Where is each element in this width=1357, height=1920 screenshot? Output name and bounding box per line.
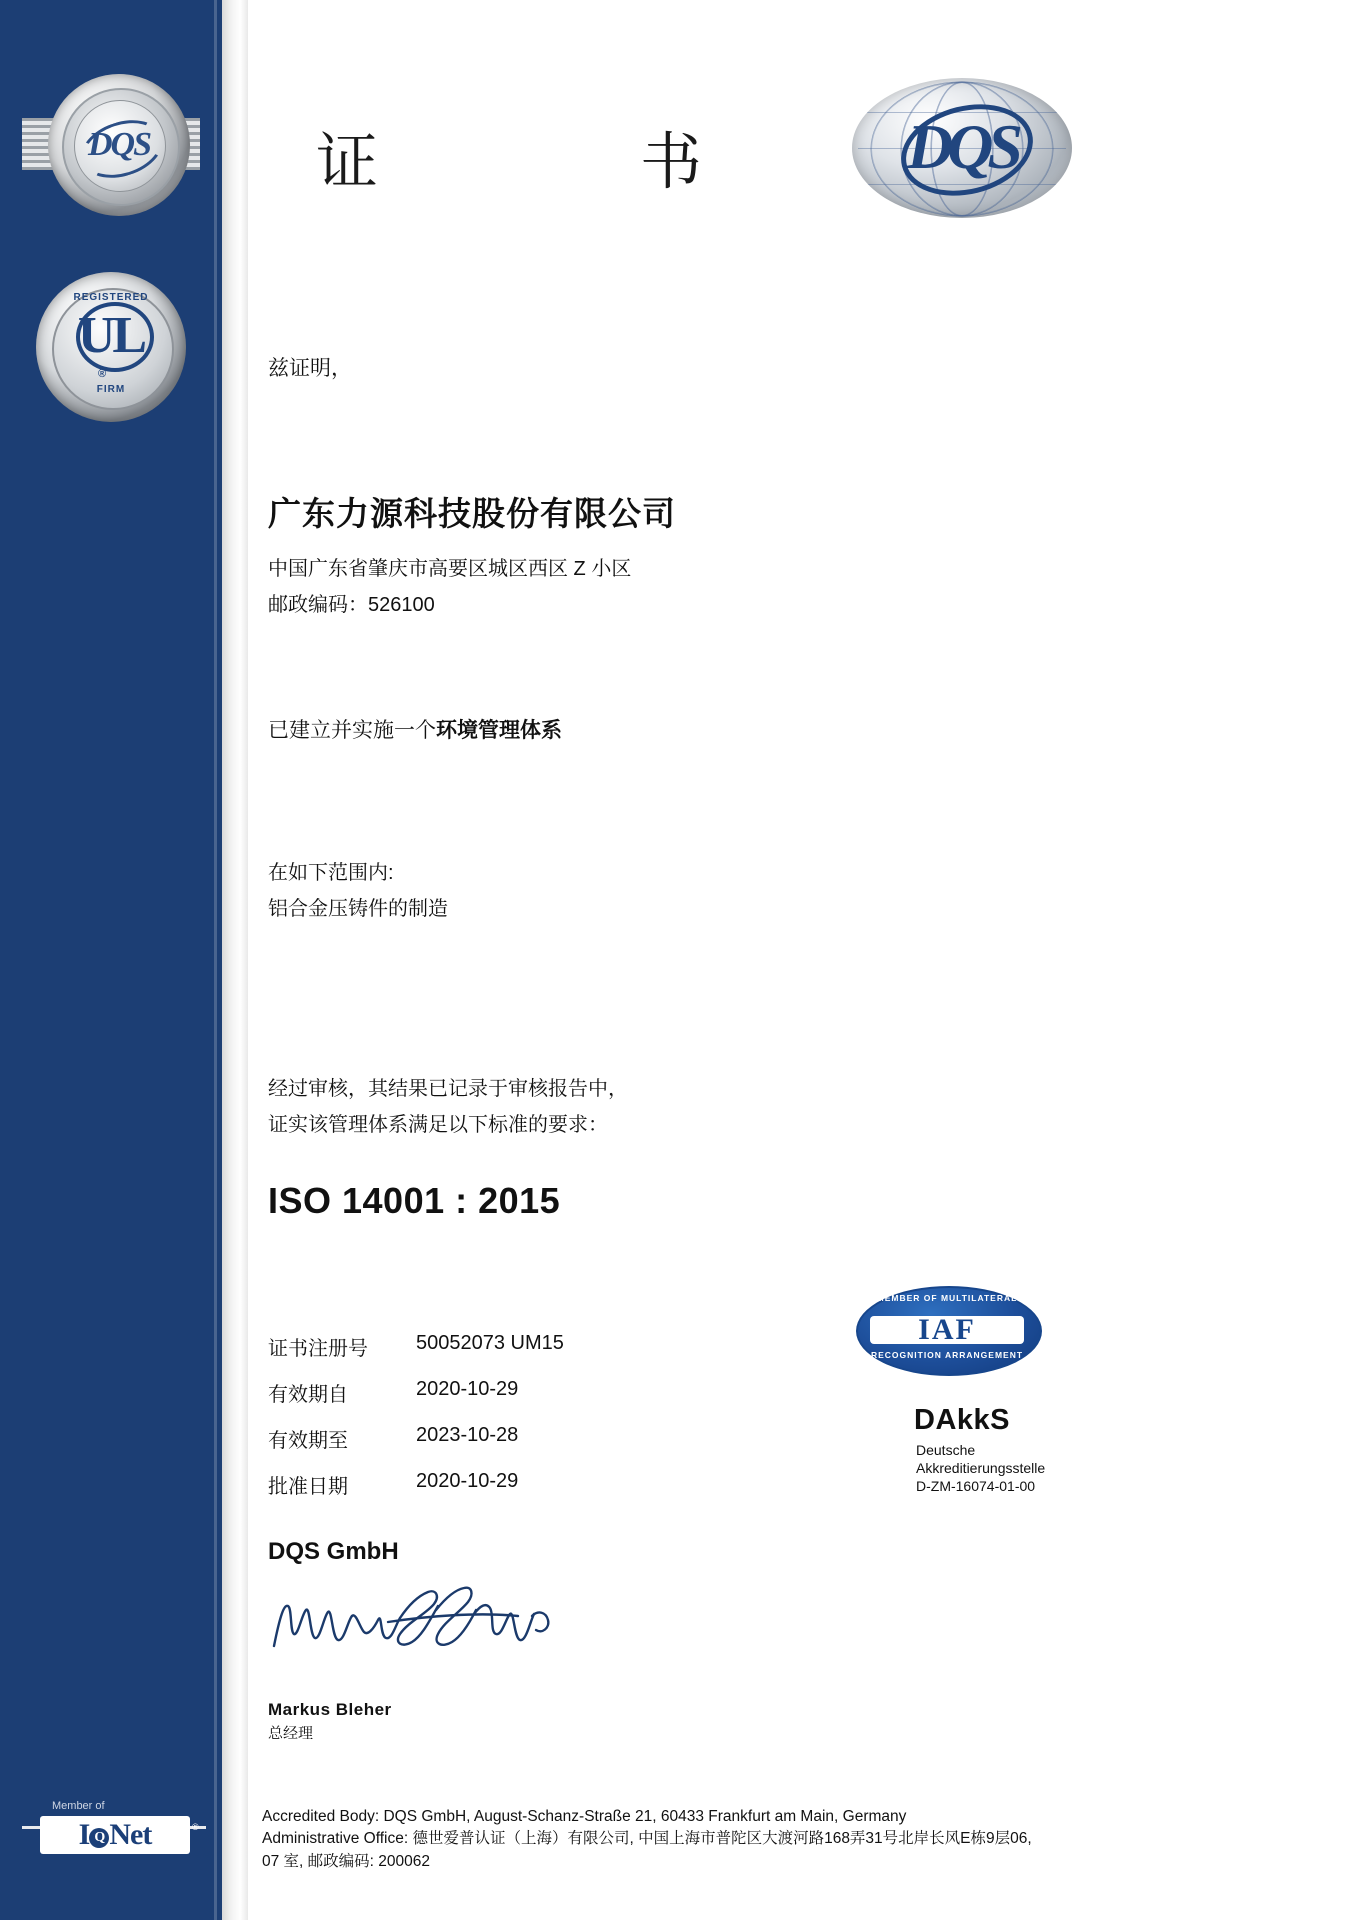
iaf-letters: IAF (918, 1313, 976, 1346)
registration-number-value: 50052073 UM15 (416, 1332, 564, 1354)
iqnet-brand-dot: Q (89, 1828, 109, 1848)
table-row (268, 1424, 564, 1470)
scope-label: 在如下范围内: (268, 862, 394, 884)
band-inner-line (214, 0, 217, 1920)
dakks-line2: Akkreditierungsstelle (916, 1460, 1046, 1476)
footer-accredited-body: Accredited Body: DQS GmbH, August-Schanz-Straße 21, 60433 Frankfurt am Main, Germany (262, 1808, 907, 1825)
audit-statement-line1: 经过审核，其结果已记录于审核报告中， (268, 1078, 628, 1100)
system-statement-prefix: 已建立并实施一个 (268, 719, 436, 742)
signatory-name: Markus Bleher (268, 1700, 392, 1719)
handwritten-signature (268, 1576, 568, 1666)
valid-until-value: 2023-10-28 (416, 1424, 519, 1446)
management-system-statement (268, 714, 562, 744)
dakks-ring-gold (874, 1414, 908, 1448)
iqnet-brand (40, 1816, 190, 1854)
ul-registered-mark: ® (98, 368, 107, 380)
approval-date-value: 2020-10-29 (416, 1470, 519, 1492)
band-edge-gradient (222, 0, 248, 1920)
iqnet-registered-mark: ® (192, 1822, 199, 1832)
ul-arc-bottom-label: FIRM (96, 384, 126, 395)
dqs-globe-icon (852, 78, 1072, 218)
valid-until-label: 有效期至 (268, 1430, 348, 1452)
iaf-logo-icon (856, 1286, 1038, 1372)
registration-details-table (268, 1332, 564, 1516)
ul-arc-top-label: REGISTERED (73, 292, 149, 303)
dakks-logo-icon (856, 1396, 1146, 1496)
iqnet-logo (22, 1800, 206, 1874)
iqnet-brand-pre: I (78, 1818, 90, 1851)
scope-value: 铝合金压铸件的制造 (268, 898, 448, 920)
company-name: 广东力源科技股份有限公司 (268, 495, 676, 532)
issuing-company: DQS GmbH (268, 1538, 399, 1565)
registration-number-label: 证书注册号 (268, 1338, 368, 1360)
valid-from-label: 有效期自 (268, 1384, 348, 1406)
company-postal-code: 邮政编码：526100 (268, 594, 435, 616)
dakks-rings (856, 1398, 912, 1454)
footer-administrative-office-cont: 07 室, 邮政编码: 200062 (262, 1852, 430, 1870)
ul-letters: UL (77, 307, 145, 364)
iaf-arc-top-label: MEMBER OF MULTILATERAL (876, 1293, 1018, 1303)
dakks-line1: Deutsche (916, 1442, 976, 1458)
intro-text: 兹证明， (268, 357, 352, 380)
iqnet-subtitle: THE INTERNATIONAL CERTIFICATION NETWORK (42, 1854, 188, 1860)
dakks-accreditation-number: D-ZM-16074-01-00 (916, 1478, 1036, 1494)
signatory-title: 总经理 (268, 1725, 314, 1742)
iaf-arc-bottom-label: RECOGNITION ARRANGEMENT (870, 1350, 1024, 1360)
dqs-seal-letters: DQS (87, 126, 151, 163)
table-row (268, 1332, 564, 1378)
iqnet-brand-post: Net (109, 1818, 152, 1851)
audit-statement-line2: 证实该管理体系满足以下标准的要求： (268, 1114, 608, 1136)
valid-from-value: 2020-10-29 (416, 1378, 519, 1400)
iqnet-member-of-label: Member of (52, 1800, 105, 1812)
approval-date-label: 批准日期 (268, 1476, 348, 1498)
footer-administrative-office: Administrative Office: 德世爱普认证（上海）有限公司, 中国上海市普陀区大渡河路168弄31号北岸长风E栋9层06, (262, 1830, 1032, 1848)
company-address-line1: 中国广东省肇庆市高要区城区西区 Z 小区 (268, 558, 632, 580)
standard-name: ISO 14001 : 2015 (268, 1180, 561, 1221)
footer-block (262, 1806, 1292, 1873)
system-name: 环境管理体系 (436, 719, 562, 742)
ul-registered-firm-icon (36, 272, 186, 422)
page-title: 证 书 (316, 125, 749, 198)
table-row (268, 1470, 564, 1516)
dqs-seal-icon (22, 72, 200, 220)
globe-dqs-letters: DQS (906, 111, 1018, 182)
dakks-name: DAkkS (914, 1404, 1010, 1436)
table-row (268, 1378, 564, 1424)
certificate-body (248, 0, 1357, 1920)
